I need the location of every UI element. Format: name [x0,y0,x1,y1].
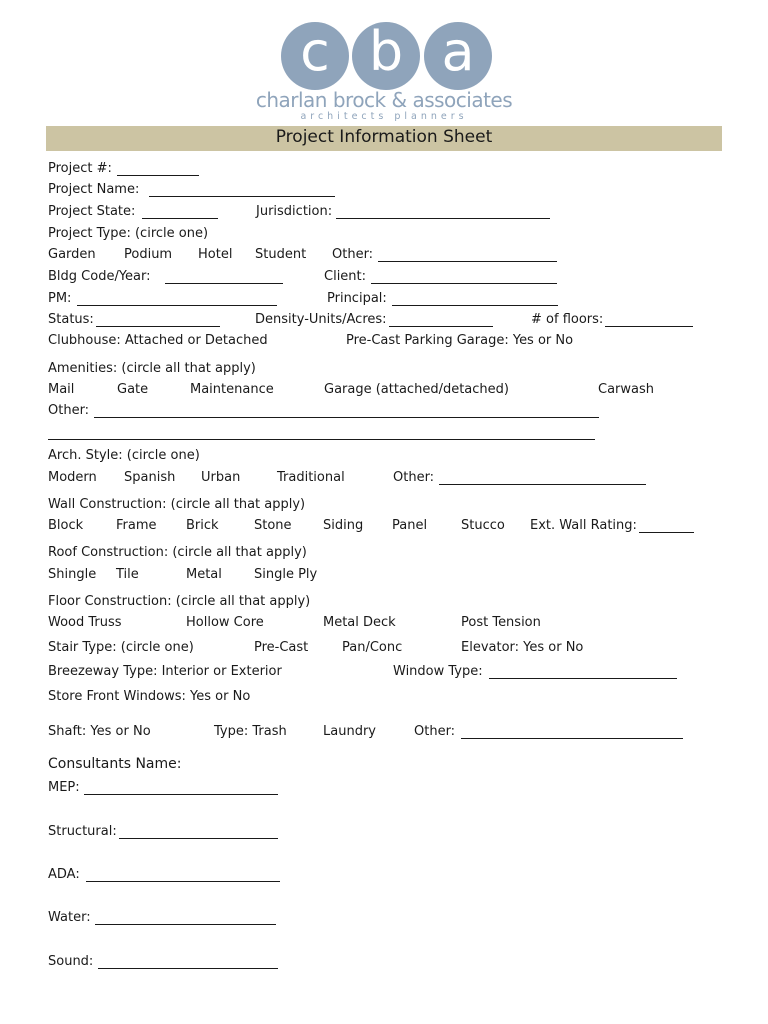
principal-field[interactable] [392,304,558,306]
ada-label: ADA: [48,867,80,882]
roof-option[interactable]: Tile [116,567,139,582]
roof-construction-label: Roof Construction: (circle all that apply) [48,545,307,560]
wall-rating-label: Ext. Wall Rating: [530,518,637,533]
arch-other-label: Other: [393,470,435,485]
roof-option[interactable]: Shingle [48,567,97,582]
consultants-heading: Consultants Name: [48,756,182,772]
jurisdiction-field[interactable] [336,217,550,219]
roof-option[interactable]: Single Ply [254,567,318,582]
stair-option[interactable]: Pan/Conc [342,640,403,655]
ada-field[interactable] [86,880,280,882]
arch-option[interactable]: Spanish [124,470,176,485]
project-name-label: Project Name: [48,182,140,197]
project-state-field[interactable] [142,217,218,219]
amenities-label: Amenities: (circle all that apply) [48,361,256,376]
pm-field[interactable] [77,304,277,306]
mep-label: MEP: [48,780,80,795]
clubhouse-row[interactable]: Clubhouse: Attached or Detached [48,333,268,348]
mep-field[interactable] [84,793,278,795]
jurisdiction-label: Jurisdiction: [256,204,333,219]
page-title: Project Information Sheet [275,127,493,147]
structural-field[interactable] [119,837,278,839]
firm-tagline: architects planners [300,111,468,122]
project-name-field[interactable] [149,195,335,197]
company-logo [0,0,768,125]
amenity-other-field-2[interactable] [48,438,595,440]
stair-type-label: Stair Type: (circle one) [48,640,194,655]
client-label: Client: [324,269,367,284]
wall-option[interactable]: Siding [323,518,364,533]
parking-garage-row[interactable]: Pre-Cast Parking Garage: Yes or No [346,333,574,348]
floors-field[interactable] [605,325,693,327]
wall-option[interactable]: Brick [186,518,219,533]
floor-option[interactable]: Metal Deck [323,615,396,630]
type-option[interactable]: Hotel [198,247,233,262]
structural-label: Structural: [48,824,117,839]
project-number-field[interactable] [117,174,199,176]
wall-rating-field[interactable] [639,531,694,533]
amenity-option[interactable]: Mail [48,382,75,397]
type-option[interactable]: Student [255,247,307,262]
floors-label: # of floors: [531,312,604,327]
shaft-other-label: Other: [414,724,456,739]
sound-label: Sound: [48,954,94,969]
project-number-label: Project #: [48,161,112,176]
store-front-row[interactable]: Store Front Windows: Yes or No [48,689,251,704]
shaft-type-option[interactable]: Type: Trash [214,724,287,739]
shaft-other-field[interactable] [461,737,683,739]
density-label: Density-Units/Acres: [255,312,387,327]
floor-option[interactable]: Wood Truss [48,615,122,630]
type-other-field[interactable] [378,260,557,262]
pm-label: PM: [48,291,72,306]
shaft-laundry-option[interactable]: Laundry [323,724,376,739]
floor-construction-label: Floor Construction: (circle all that apply) [48,594,311,609]
project-type-label: Project Type: (circle one) [48,226,209,241]
amenity-option[interactable]: Gate [117,382,149,397]
status-label: Status: [48,312,94,327]
roof-option[interactable]: Metal [186,567,222,582]
density-field[interactable] [389,325,493,327]
client-field[interactable] [371,282,557,284]
logo-letter-a: a [424,22,492,90]
arch-style-label: Arch. Style: (circle one) [48,448,200,463]
wall-option[interactable]: Stucco [461,518,505,533]
amenity-other-label: Other: [48,403,90,418]
floor-option[interactable]: Post Tension [461,615,541,630]
arch-option[interactable]: Traditional [277,470,345,485]
project-state-label: Project State: [48,204,136,219]
arch-option[interactable]: Modern [48,470,97,485]
breezeway-row[interactable]: Breezeway Type: Interior or Exterior [48,664,282,679]
logo-letter-b: b [352,22,420,90]
bldg-code-label: Bldg Code/Year: [48,269,151,284]
wall-option[interactable]: Frame [116,518,157,533]
window-type-label: Window Type: [393,664,483,679]
arch-other-field[interactable] [439,483,646,485]
amenity-option[interactable]: Carwash [598,382,654,397]
elevator-row[interactable]: Elevator: Yes or No [461,640,584,655]
amenity-other-field[interactable] [94,416,599,418]
wall-option[interactable]: Stone [254,518,292,533]
wall-option[interactable]: Panel [392,518,428,533]
type-other-label: Other: [332,247,374,262]
stair-option[interactable]: Pre-Cast [254,640,309,655]
firm-name: charlan brock & associates [255,88,513,112]
amenity-option[interactable]: Garage (attached/detached) [324,382,509,397]
water-label: Water: [48,910,91,925]
type-option[interactable]: Podium [124,247,173,262]
type-option[interactable]: Garden [48,247,96,262]
arch-option[interactable]: Urban [201,470,241,485]
status-field[interactable] [96,325,220,327]
amenity-option[interactable]: Maintenance [190,382,274,397]
wall-construction-label: Wall Construction: (circle all that apply) [48,497,306,512]
sound-field[interactable] [98,967,278,969]
shaft-row[interactable]: Shaft: Yes or No [48,724,151,739]
floor-option[interactable]: Hollow Core [186,615,264,630]
water-field[interactable] [95,923,276,925]
window-type-field[interactable] [489,677,677,679]
bldg-code-field[interactable] [165,282,283,284]
title-banner [46,126,722,151]
principal-label: Principal: [327,291,387,306]
logo-letter-c: c [281,22,349,90]
wall-option[interactable]: Block [48,518,84,533]
